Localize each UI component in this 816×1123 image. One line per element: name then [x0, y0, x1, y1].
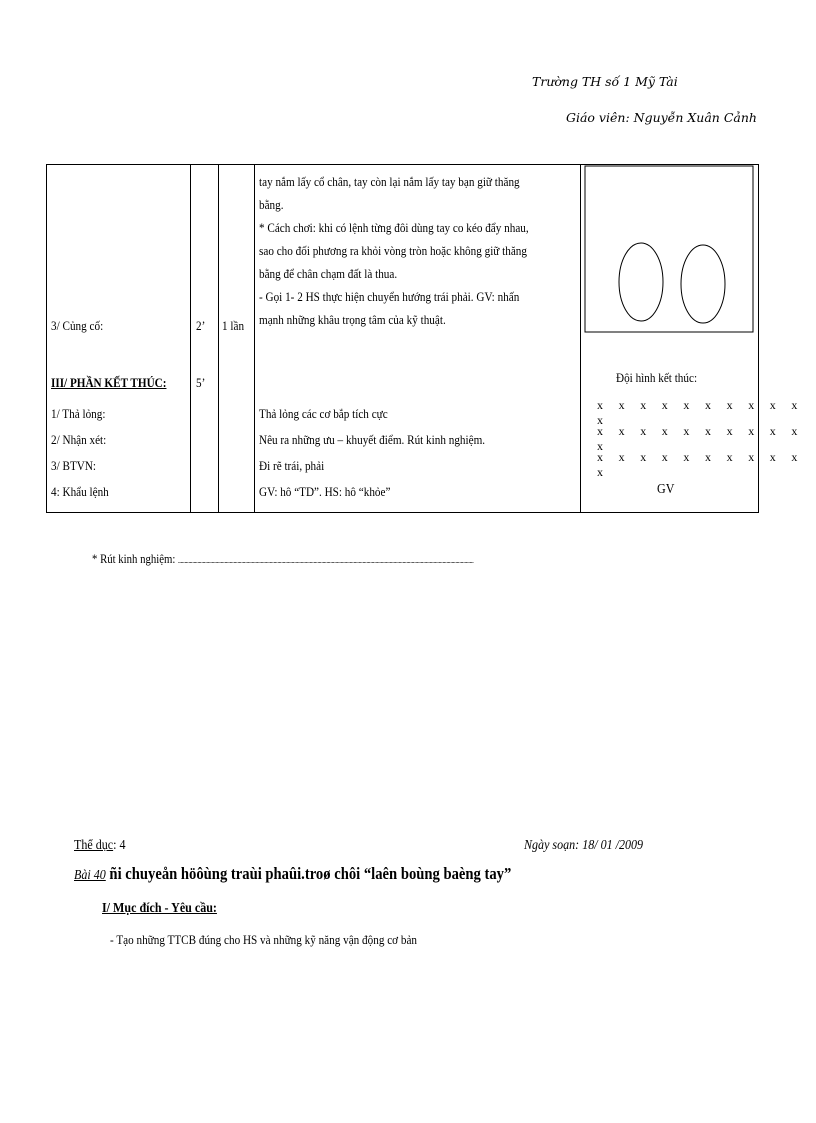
content-btvn: Đi rẽ trái, phải [259, 458, 325, 473]
time-cung-co: 2’ [196, 318, 206, 333]
formation-label: Đội hình kết thúc: [616, 370, 698, 385]
content-line: - Gọi 1- 2 HS thực hiện chuyển hướng trái phải. GV: nhấn [259, 289, 520, 304]
teacher-position: GV [657, 482, 675, 497]
formation-row: x x x x x x x x x x x [597, 398, 804, 427]
table-left-border [46, 164, 47, 513]
content-tha-long: Thả lỏng các cơ bắp tích cực [259, 406, 388, 421]
circle-left [619, 243, 663, 321]
objective-item: - Tạo những TTCB đúng cho HS và những kỹ năng vận động cơ bản [110, 932, 418, 947]
section-objectives: I/ Mục đích - Yêu cầu: [102, 901, 217, 916]
experience-note [92, 548, 694, 572]
circles-diagram [584, 165, 754, 335]
school-name: Trường TH số 1 Mỹ Tài [532, 74, 678, 89]
row-nhan-xet: 2/ Nhận xét: [51, 432, 107, 447]
teacher-name: Giáo viên: Nguyễn Xuân Cảnh [566, 110, 757, 125]
content-nhan-xet: Nêu ra những ưu – khuyết điểm. Rút kinh nghiệm. [259, 432, 486, 447]
row-cung-co: 3/ Củng cố: [51, 318, 104, 333]
row-btvn: 3/ BTVN: [51, 458, 97, 473]
section-ket-thuc: III/ PHẦN KẾT THÚC: [51, 375, 167, 390]
col-divider-1 [190, 164, 191, 513]
subject-number: : 4 [113, 838, 126, 853]
row-tha-long: 1/ Thả lỏng: [51, 406, 106, 421]
lesson-number: Bài 40 [74, 868, 106, 883]
content-line: tay nắm lấy cổ chân, tay còn lại nắm lấy tay bạn giữ thăng [259, 174, 520, 189]
reps-cung-co: 1 lần [222, 318, 245, 333]
diagram-frame [585, 166, 753, 332]
date-prepared: Ngày soạn: 18/ 01 /2009 [524, 838, 644, 853]
col-divider-4 [580, 164, 581, 513]
content-block-top [259, 170, 529, 331]
experience-dots: ..................................................................................................................................................................................................................................... [178, 556, 474, 565]
experience-label: * Rút kinh nghiệm: [92, 552, 178, 566]
subject-label: Thể dục [74, 838, 114, 853]
row-khau-lenh: 4: Khẩu lệnh [51, 484, 109, 499]
content-line: * Cách chơi: khi có lệnh từng đôi dùng tay co kéo đẩy nhau, [259, 220, 529, 235]
lesson-title-text: ñi chuyeån höôùng traùi phaûi.troø chôi “laên boùng baèng tay” [105, 864, 512, 883]
table-bottom-border [46, 512, 758, 513]
lesson-title [74, 862, 511, 888]
content-line: sao cho đối phương ra khỏi vòng tròn hoặc không giữ thăng [259, 243, 527, 258]
content-line: bằng. [259, 197, 284, 212]
formation-row: x x x x x x x x x x x [597, 424, 804, 453]
circle-right [681, 245, 725, 323]
content-line: bằng để chân chạm đất là thua. [259, 266, 398, 281]
content-line: mạnh những khâu trọng tâm của kỹ thuật. [259, 312, 446, 327]
subject-line [74, 834, 125, 857]
col-divider-2 [218, 164, 219, 513]
col-divider-3 [254, 164, 255, 513]
formation-row: x x x x x x x x x x x [597, 450, 804, 479]
content-khau-lenh: GV: hô “TD”. HS: hô “khỏe” [259, 484, 391, 499]
time-ket-thuc: 5’ [196, 375, 206, 390]
